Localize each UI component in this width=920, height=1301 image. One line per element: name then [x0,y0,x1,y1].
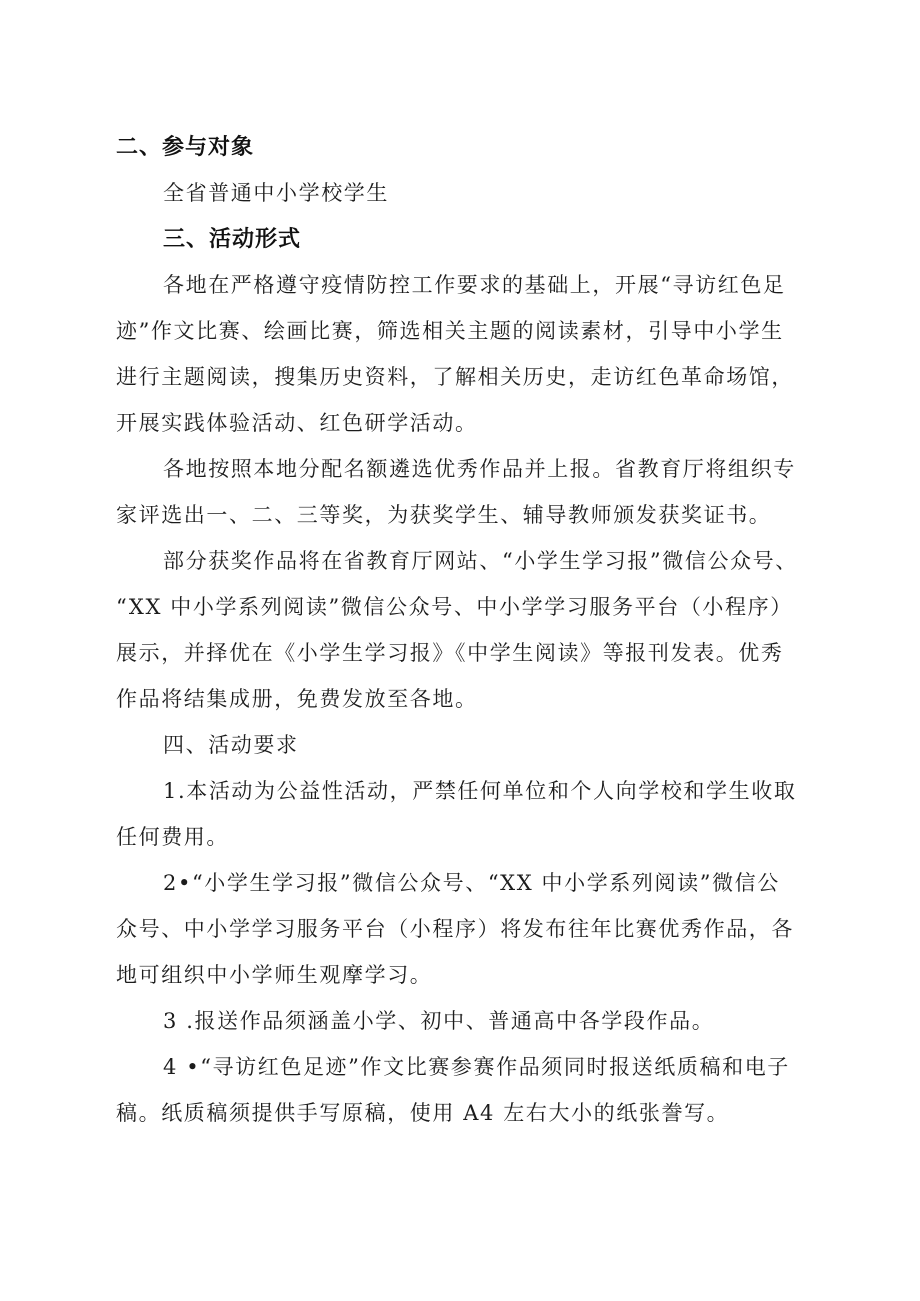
paragraph-line: 进行主题阅读，搜集历史资料，了解相关历史，走访红色革命场馆， [116,365,794,389]
paragraph-line: 部分获奖作品将在省教育厅网站、“小学生学习报”微信公众号、 [163,549,798,573]
list-item-line: 3 .报送作品须涵盖小学、初中、普通高中各学段作品。 [163,1009,715,1033]
section-heading-activity-form: 三、活动形式 [163,227,302,252]
paragraph-line: 各地按照本地分配名额遴选优秀作品并上报。省教育厅将组织专 [163,457,796,481]
paragraph-line: 开展实践体验活动、红色研学活动。 [116,411,478,435]
paragraph-line: 各地在严格遵守疫情防控工作要求的基础上，开展“寻访红色足 [163,273,786,297]
paragraph-line: “XX 中小学系列阅读”微信公众号、中小学学习服务平台（小程序） [116,595,793,619]
list-item-line: 1.本活动为公益性活动，严禁任何单位和个人向学校和学生收取 [163,779,797,803]
list-item-line: 4 •“寻访红色足迹”作文比赛参赛作品须同时报送纸质稿和电子 [163,1055,790,1079]
list-item-line: 地可组织中小学师生观摩学习。 [116,963,433,987]
list-item-line: 2•“小学生学习报”微信公众号、“XX 中小学系列阅读”微信公 [163,871,780,895]
list-item-line: 稿。纸质稿须提供手写原稿，使用 A4 左右大小的纸张誊写。 [116,1101,730,1125]
paragraph-line: 家评选出一、二、三等奖，为获奖学生、辅导教师颁发获奖证书。 [116,503,772,527]
participants-text: 全省普通中小学校学生 [163,181,389,205]
list-item-line: 任何费用。 [116,825,229,849]
paragraph-line: 迹”作文比赛、绘画比赛，筛选相关主题的阅读素材，引导中小学生 [116,319,784,343]
paragraph-line: 展示，并择优在《小学生学习报》《中学生阅读》等报刊发表。优秀 [116,641,784,665]
section-heading-requirements: 四、活动要求 [163,733,299,757]
paragraph-line: 作品将结集成册，免费发放至各地。 [116,687,478,711]
section-heading-participants: 二、参与对象 [116,135,255,160]
list-item-line: 众号、中小学学习服务平台（小程序）将发布往年比赛优秀作品，各 [116,917,794,941]
